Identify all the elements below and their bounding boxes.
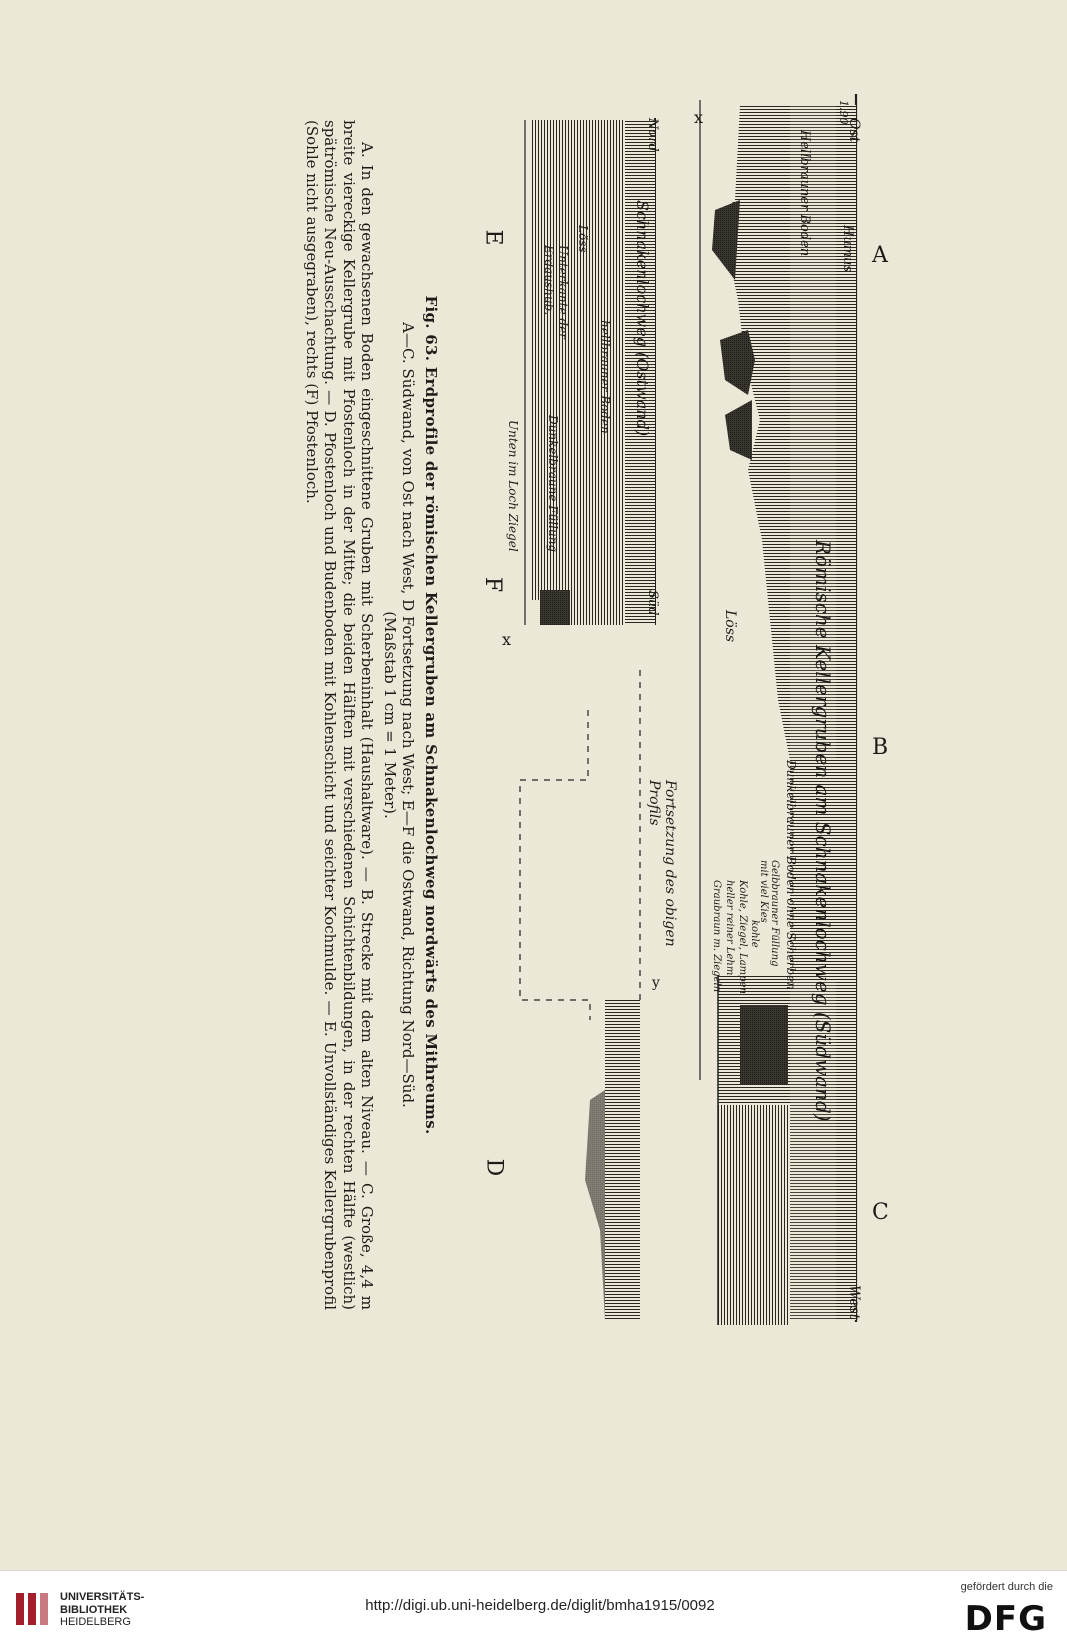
caption-line-2: (Maßstab 1 cm = 1 Meter). — [381, 611, 399, 819]
ew-hellbraun-label: hellbrauner Boden — [598, 320, 612, 434]
library-name — [60, 1591, 144, 1629]
ew-posthole-f — [540, 590, 570, 625]
y-mark: y — [652, 975, 660, 991]
ew-loess-label: Löss — [576, 225, 590, 253]
humus-label: Humus — [840, 225, 855, 273]
sued-label: Süd — [645, 590, 660, 616]
nord-label: Nord — [645, 118, 660, 152]
section-label-a: A — [872, 243, 888, 268]
pit-a-fill-3 — [725, 400, 752, 460]
section-d-posthole — [585, 1090, 605, 1320]
loess-label: Löss — [722, 610, 738, 643]
ziegel-label: Kohle, Ziegel, Lampen — [737, 880, 748, 994]
humus-layer — [836, 105, 856, 1320]
continuation-dashed-outline — [520, 710, 590, 1020]
sponsor-text: gefördert durch die — [960, 1581, 1053, 1593]
university-library-logo-icon — [14, 1589, 52, 1629]
library-line-2: BIBLIOTHEK — [60, 1603, 128, 1616]
caption-body: A. In den gewachsenen Boden eingeschnittene Gruben mit Scherbeninhalt (Haushaltware). — B. Strecke mit dem alten Niveau. — C. Große, 4,4 m breite viereckige Kellergrube mit Pfostenloch in der Mitte; die beiden Hälften mit verschiedenen Schichtenbildungen, in der rechten Hälfte (westlich) spätrömische Neu-Ausschachtung. — D. Pfostenloch und Budenboden mit Kohlenschicht und seichter Kochmulde. — E. Unvollständiges Kellergrubenprofil (Sohle nicht ausgegraben), rechts (F) Pfostenloch. — [303, 120, 377, 1310]
section-label-f: F — [480, 576, 506, 593]
library-line-1: UNIVERSITÄTS- — [60, 1591, 145, 1603]
section-d-ground — [605, 1000, 640, 1320]
east-label: Ost — [846, 118, 862, 143]
section-label-b: B — [872, 735, 889, 760]
ew-unterkante-label: Unterkante der Erdaushub. — [542, 245, 570, 339]
dfg-logo: DFG — [964, 1599, 1047, 1639]
permalink-url[interactable]: http://digi.ub.uni-heidelberg.de/diglit/bmha1915/0092 — [365, 1597, 715, 1614]
library-line-3: HEIDELBERG — [60, 1616, 131, 1628]
fortsetzung-label: Fortsetzung des obigen Profils — [646, 780, 678, 947]
x-mark-top: x — [694, 108, 704, 127]
figure-title: Fig. 63. Erdprofile der römischen Kellergruben am Schnakenlochweg nordwärts des Mithreums. — [422, 295, 440, 1135]
section-label-e: E — [480, 229, 506, 246]
kohle-label: kohle — [749, 920, 760, 948]
heller-lehm-label: heller reiner Lehm — [724, 880, 735, 976]
dunkelbraun-label: Dunkelbrauner Boden ohne Scherben — [784, 760, 798, 990]
profile-title: Römische Kellergruben am Schnakenlochweg (Südwand) — [811, 540, 835, 1122]
pit-a-fill-2 — [720, 330, 755, 395]
ew-dunkelbraun-label: Dunkelbraune Füllung — [546, 415, 560, 553]
graubraun-label: Graubraun m. Ziegeln — [711, 880, 722, 993]
section-label-c: C — [872, 1200, 889, 1225]
gelbbraun-label: Gelbbrauner Füllung mit viel Kies — [758, 860, 780, 967]
hellbraun-label: Hellbrauner Boden — [797, 130, 812, 257]
cellar-c-right-half — [718, 1105, 790, 1325]
x-mark-ew: x — [502, 630, 512, 649]
viewer-footer — [0, 1570, 1067, 1647]
scale-label: 1.90 — [837, 100, 850, 125]
ew-title: Schnakenlochweg (Ostwand) — [633, 200, 652, 437]
section-label-d: D — [481, 1158, 507, 1177]
west-label: West — [846, 1285, 862, 1320]
caption-line-1: A—C. Südwand, von Ost nach West, D Fortsetzung nach West; E—F die Ostwand, Richtung Nord—Süd. — [399, 322, 418, 1108]
ew-unten-label: Unten im Loch Ziegel — [506, 420, 520, 552]
figure-caption — [270, 120, 440, 1310]
cellar-c-dark-core — [740, 1005, 788, 1085]
